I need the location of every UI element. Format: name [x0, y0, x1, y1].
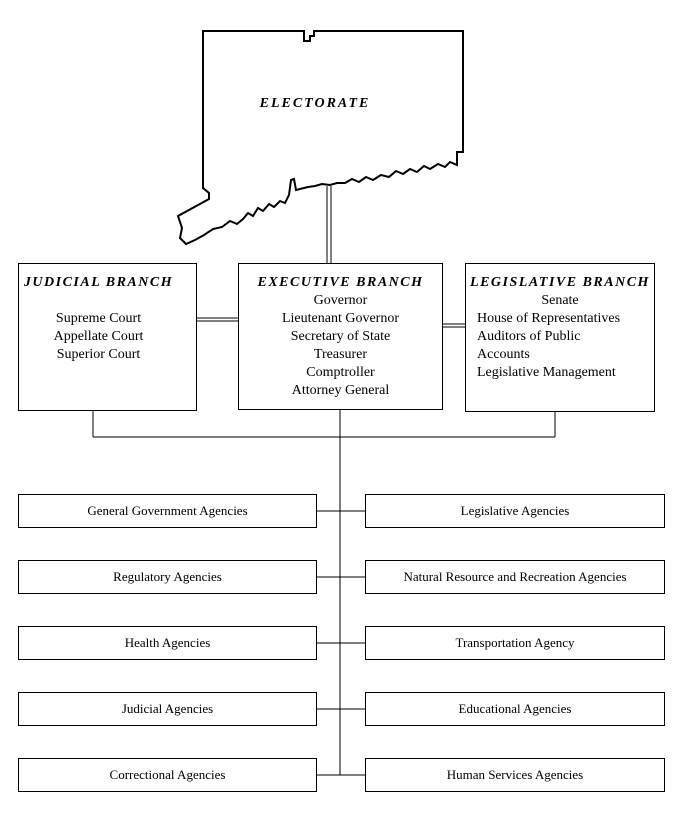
agency-box-regulatory: Regulatory Agencies	[18, 560, 317, 594]
legislative-branch-item: Accounts	[477, 347, 530, 362]
agency-box-human-services: Human Services Agencies	[365, 758, 665, 792]
agency-box-natural-resource-recreation: Natural Resource and Recreation Agencies	[365, 560, 665, 594]
judicial-branch-item: Appellate Court	[53, 329, 144, 344]
executive-branch-item: Comptroller	[306, 365, 375, 380]
legislative-branch-item: Legislative Management	[477, 365, 616, 380]
agency-box-correctional: Correctional Agencies	[18, 758, 317, 792]
judicial-branch-box	[18, 263, 197, 411]
executive-branch-item: Secretary of State	[290, 329, 391, 344]
agency-box-legislative: Legislative Agencies	[365, 494, 665, 528]
spacer	[19, 292, 178, 310]
legislative-branch-item: Auditors of Public	[477, 329, 581, 344]
legislative-branch-item: Senate	[541, 293, 579, 308]
executive-branch-box	[238, 263, 443, 410]
judicial-branch-title: JUDICIAL BRANCH	[23, 275, 174, 290]
executive-branch-item: Governor	[313, 293, 368, 308]
executive-branch-item: Attorney General	[291, 383, 390, 398]
legislative-branch-box	[465, 263, 655, 412]
connecticut-map-outline	[178, 31, 463, 244]
electorate-label: ELECTORATE	[259, 96, 371, 111]
executive-branch-item: Treasurer	[313, 347, 368, 362]
executive-branch-title: EXECUTIVE BRANCH	[257, 275, 424, 290]
judicial-branch-item: Supreme Court	[55, 311, 142, 326]
executive-branch-item: Lieutenant Governor	[281, 311, 399, 326]
legislative-branch-title: LEGISLATIVE BRANCH	[470, 275, 650, 290]
legislative-branch-item: House of Representatives	[477, 311, 621, 326]
agency-box-judicial: Judicial Agencies	[18, 692, 317, 726]
agency-box-transportation: Transportation Agency	[365, 626, 665, 660]
judicial-branch-item: Superior Court	[56, 347, 141, 362]
agency-box-educational: Educational Agencies	[365, 692, 665, 726]
agency-box-general-government: General Government Agencies	[18, 494, 317, 528]
agency-box-health: Health Agencies	[18, 626, 317, 660]
